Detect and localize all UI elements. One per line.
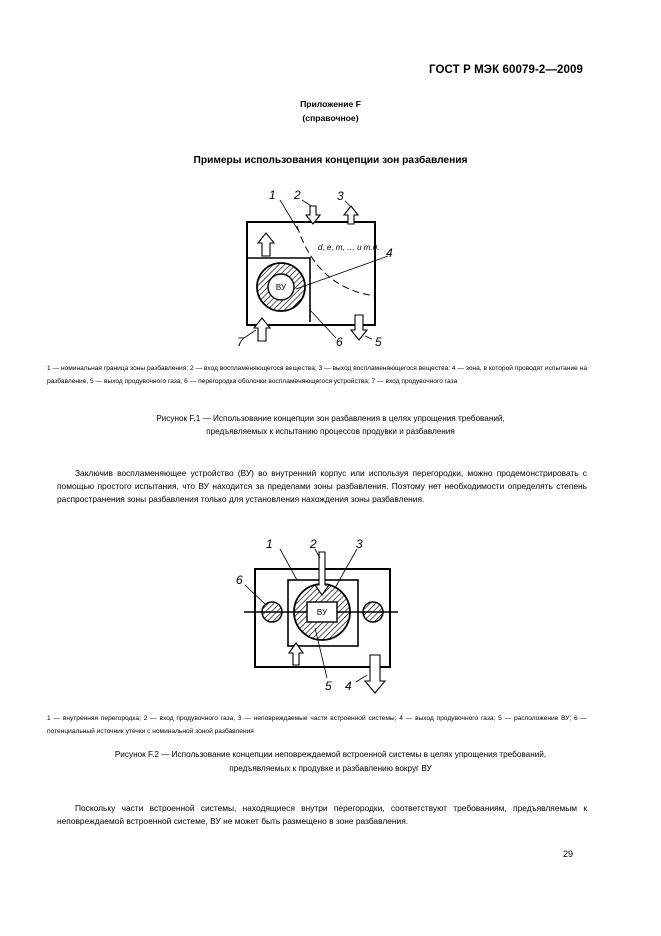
callout-1: 1 [266, 537, 273, 551]
callout-5: 5 [375, 335, 382, 349]
figure1-caption-line1: Рисунок F.1 — Использование концепции зон разбавления в целях упрощения требований, [156, 414, 505, 423]
callout-3: 3 [356, 537, 363, 551]
zone-note: d, e, m, … и т.д. [318, 243, 380, 252]
leak-source-left [262, 602, 282, 622]
arrow-purge-outlet [365, 655, 385, 693]
figure-f1 [0, 180, 661, 360]
arrow-purge-inlet [315, 552, 329, 595]
callout-2: 2 [294, 188, 301, 202]
callout-3: 3 [337, 189, 344, 203]
callout-7: 7 [237, 335, 244, 349]
figure2-legend: 1 — внутренняя перегородка; 2 — вход продувочного газа, 3 — неповреждаемые части встроенной системы; 4 — выход продувочного газа; 5 — расположение ВУ; 6 — потенциальный источник утечки с номинальной зоной разбавления [47, 715, 587, 735]
callout-4: 4 [386, 246, 393, 260]
callout-6: 6 [236, 573, 243, 587]
device-label: ВУ [275, 283, 287, 292]
page-number: 29 [562, 849, 573, 859]
arrow-purge-inlet [254, 318, 270, 341]
callout-5: 5 [325, 679, 332, 693]
paragraph-2: Поскольку части встроенной системы, находящиеся внутри перегородки, соответствуют требованиям, предъявляемым к неповреждаемой встроенной системе, ВУ не может быть размещено в зоне разбавления. [57, 803, 587, 827]
callout-2: 2 [310, 537, 317, 551]
figure1-caption-line2: предъявляемых к испытанию процессов продувки и разбавления [206, 427, 455, 436]
annex-subtitle: (справочное) [302, 113, 359, 123]
document-header: ГОСТ Р МЭК 60079-2—2009 [429, 64, 583, 76]
callout-6: 6 [336, 335, 343, 349]
figure2-caption-line2: предъявляемых к продувке и разбавлению вокруг ВУ [229, 764, 432, 773]
annex-title: Приложение F [300, 99, 361, 109]
arrow-purge-outlet [351, 315, 367, 340]
leak-source-right [363, 602, 383, 622]
device-label: ВУ [316, 608, 328, 617]
paragraph-1: Заключив воспламеняющее устройство (ВУ) во внутренний корпус или используя перегородки, можно продемонстрировать с помощью простого испытания, что ВУ находится за пределами зоны разбавления. Поэтому нет необходимости определять степень распространения зоны разбавления только для установления нахождения зоны разбавления. [57, 468, 587, 505]
callout-1: 1 [269, 188, 276, 202]
dilution-boundary [297, 226, 375, 296]
arrow-purge-flow [258, 233, 274, 256]
figure1-legend: 1 — номинальная граница зоны разбавления; 2 — вход воспламеняющегося вещества; 3 — выход воспламеняющегося вещества: 4 — зона, в которой проводят испытание на разбавление, 5 — выход продувочного газа, 6 — перегородка оболочки воспламеняющегося устройства; 7 — вход продувочного газа [47, 365, 587, 385]
callout-4: 4 [345, 679, 352, 693]
figure2-caption-line1: Рисунок F.2 — Использование концепции неповреждаемой встроенной системы в целях упрощения требований, [114, 750, 547, 759]
section-title: Примеры использования концепции зон разбавления [193, 155, 468, 166]
figure-f2 [0, 535, 661, 705]
